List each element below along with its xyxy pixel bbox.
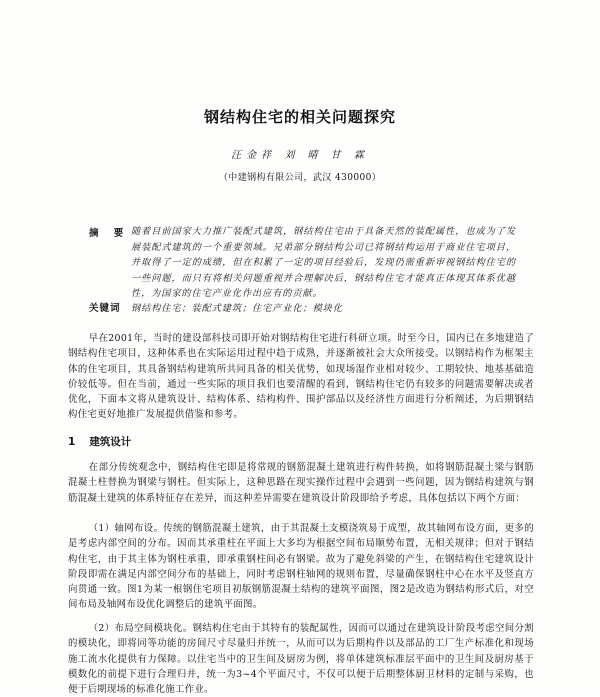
section-title: 建筑设计 — [89, 436, 132, 448]
paper-title: 钢结构住宅的相关问题探究 — [203, 108, 396, 126]
section-number: 1 — [68, 436, 76, 448]
keywords-label: 关键词 — [89, 303, 121, 314]
keywords-text: 钢结构住宅；装配式建筑；住宅产业化；模块化 — [131, 303, 343, 314]
intro-paragraph: 早在2001年，当时的建设部科技司即开始对钢结构住宅进行科研立项。时至今日，国内已在多地建造了钢结构住宅项目，这种体系也在实际运用过程中趋于成熟，并逐渐被社会大众所接受。以钢结构作为框架主体的住宅项目，其具备钢结构建筑所共同具备的相关优势，如现场湿作业相对较少、工期较快、地基基础造价较低等。但在当前，通过一些实际的项目我们也要清醒的看到，钢结构住宅仍有较多的问题需要解决或者优化，下面本文将从建筑设计、结构体系、结构构件、围护部品以及经济性方面进行分析阐述，为后期钢结构住宅更好地推广发展提供借鉴和参考。 — [68, 333, 534, 421]
abstract-label: 摘 要 — [89, 228, 130, 239]
item-axis-grid: （1）轴网布设。传统的钢筋混凝土建筑，由于其混凝土支模浇筑易于成型，故其轴网布设方面，更多的是考虑内部空间的分布。因而其承重柱在平面上大多均为根据空间布局顺势布置，无相关规律；但对于钢结构住宅，由于其主体为钢柱承重，即承重钢柱间必有钢梁。故为了避免斜梁的产生，在钢结构住宅建筑设计阶段即需在满足内部空间分布的基础上，同时考虑钢柱轴网的规则布置，尽量确保钢柱中心在水平及竖直方向贯通一致。图1为某一根钢住宅项目初版钢筋混凝土结构的建筑平面图，图2是改造为钢结构形式后，对空间布局及轴网布设优化调整后的建筑平面图。 — [68, 523, 534, 611]
abstract-text: 随着目前国家大力推广装配式建筑，钢结构住宅由于具备天然的装配属性，也成为了发展装配式建筑的一个重要领域。兄弟部分钢结构公司已将钢结构运用于商业住宅项目，并取得了一定的成绩，但在积累了一定的项目经验后，发现仍需重新审视钢结构住宅的一些问题，而只有将相关问题重视并合理解决后，钢结构住宅才能真正体现其体系优越性，为国家的住宅产业化作出应有的贡献。 — [131, 226, 516, 300]
section-heading — [68, 434, 131, 449]
item-modular-layout: （2）布局空间模块化。钢结构住宅由于其特有的装配属性，因而可以通过在建筑设计阶段考虑空间分割的模块化，即将同等功能的房间尺寸尽量归并统一，从而可以为后期构件以及部品的工厂生产标准化和现场施工流水化提供有力保障。以住宅当中的卫生间及厨房为例，将单体建筑标准层平面中的卫生间及厨房基于模数化的前提下进行合理归并，统一为3~4个平面尺寸，不仅可以便于后期整体厨卫材料的定制与采购，也便于后期现场的标准化施工作业。 — [68, 623, 534, 696]
paper-affiliation: （中建钢构有限公司，武汉 430000） — [218, 173, 382, 183]
section-paragraph: 在部分传统观念中，钢结构住宅即是将常规的钢筋混凝土建筑进行构件转换，如将钢筋混凝土梁与钢筋混凝土柱替换为钢梁与钢柱。但实际上，这种思路在现实操作过程中会遇到一些问题，因为钢结构建筑与钢筋混凝土建筑的体系特征存在差异，而这种差异需要在建筑设计阶段即给予考虑，具体包括以下两个方面： — [68, 462, 534, 504]
paper-authors: 汪金祥 刘 晴 甘 霖 — [231, 150, 369, 161]
